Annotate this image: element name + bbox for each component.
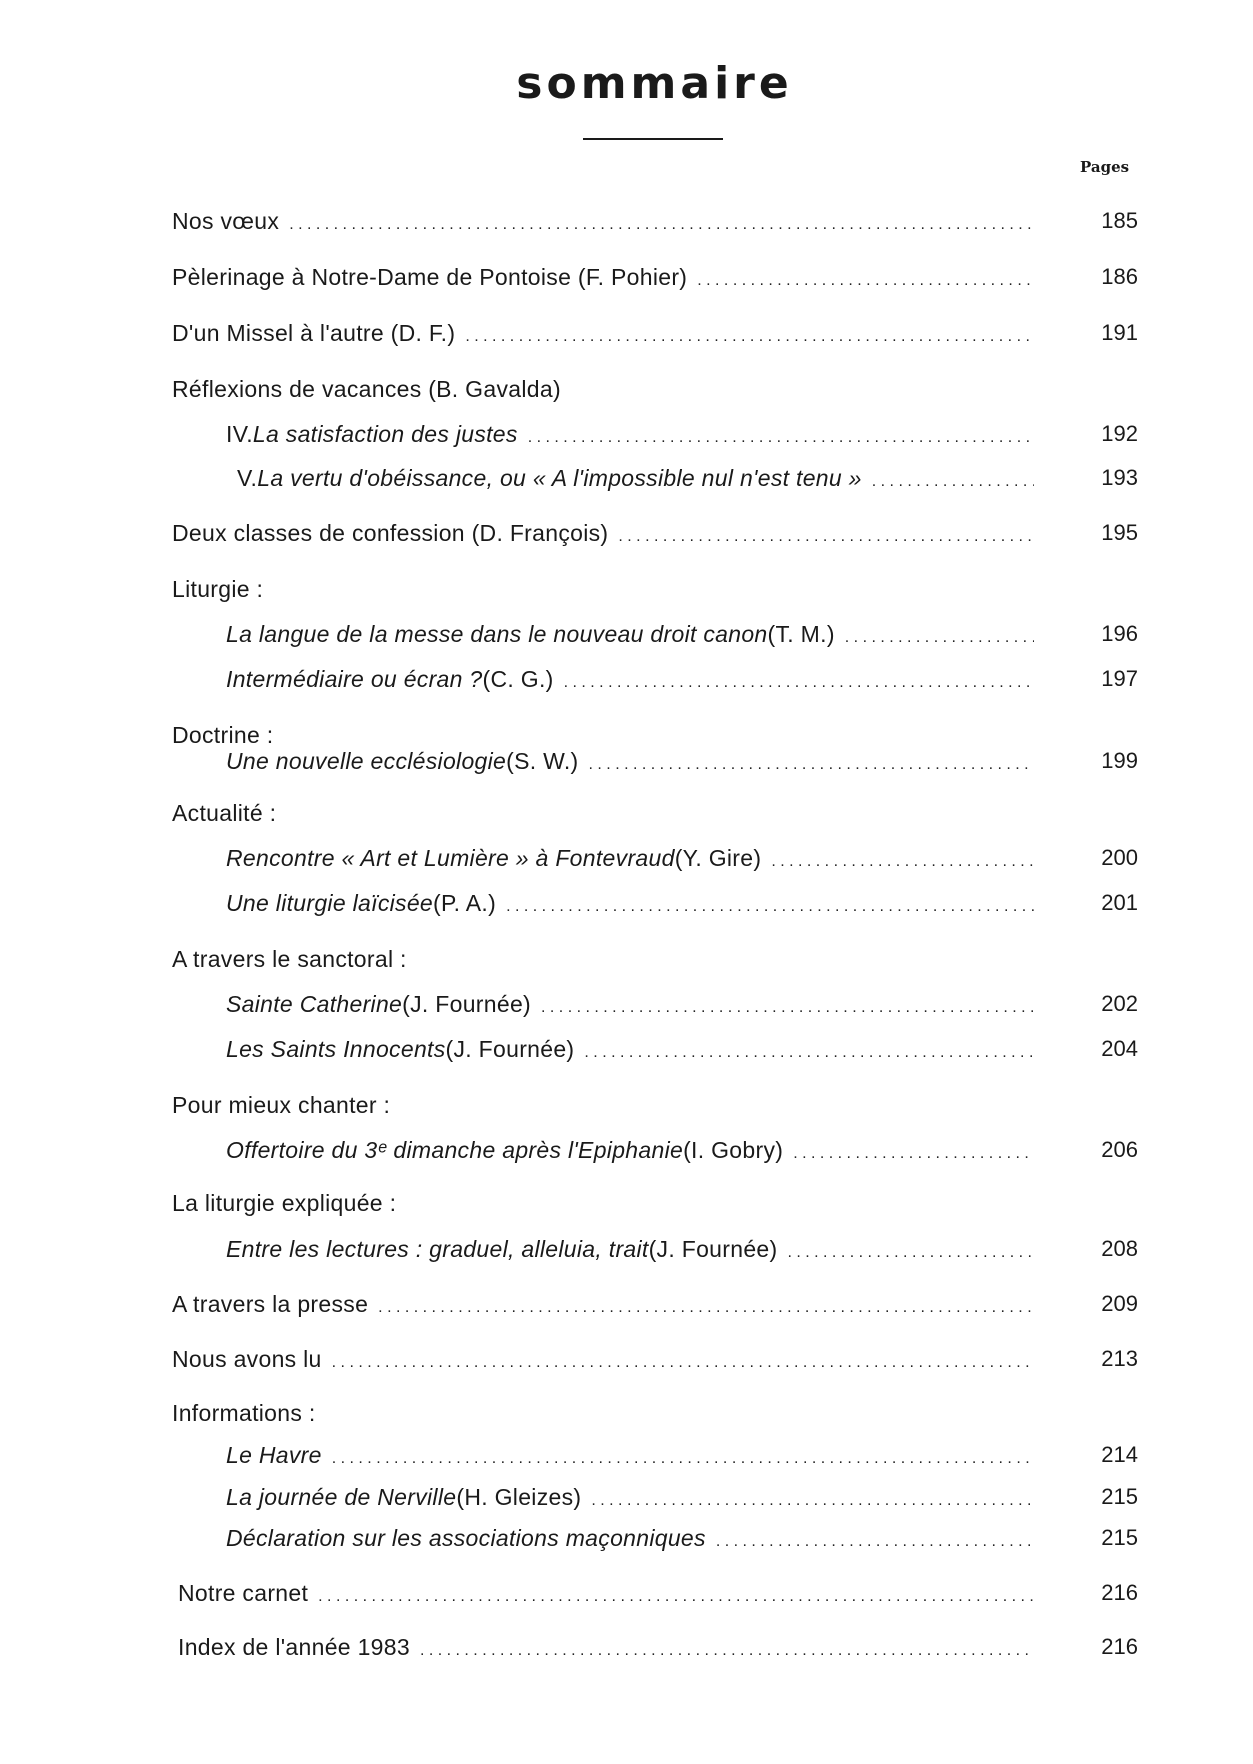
toc-entry-title: A travers la presse — [172, 1291, 369, 1317]
toc-entry-author: (I. Gobry) — [683, 1137, 784, 1163]
toc-entry — [226, 1137, 1040, 1164]
leader-dots — [845, 621, 1034, 648]
toc-section-title: A travers le sanctoral : — [172, 946, 407, 972]
toc-entry-title: Notre carnet — [178, 1580, 309, 1606]
leader-dots — [541, 991, 1034, 1018]
toc-entry — [226, 1484, 1040, 1511]
leader-dots — [332, 1442, 1034, 1469]
toc-entry-author: (T. M.) — [767, 621, 835, 647]
toc-entry-title: Sainte Catherine — [226, 991, 403, 1017]
toc-entry-author: (Y. Gire) — [674, 845, 762, 871]
toc-entry-title: Intermédiaire ou écran ? — [226, 666, 483, 692]
toc-section-heading — [172, 1400, 316, 1427]
leader-dots — [528, 421, 1034, 448]
toc-section-title: Informations : — [172, 1400, 316, 1426]
toc-entry-title: La satisfaction des justes — [252, 421, 518, 447]
pages-column-header: Pages — [1080, 158, 1130, 176]
toc-page-number: 191 — [1101, 320, 1138, 345]
toc-section-heading — [172, 1092, 390, 1119]
toc-entry — [226, 845, 1040, 872]
toc-page-number: 192 — [1101, 421, 1138, 446]
toc-entry-author: (H. Gleizes) — [456, 1484, 582, 1510]
toc-entry-title: Les Saints Innocents — [226, 1036, 446, 1062]
leader-dots — [716, 1525, 1034, 1552]
toc-entry-author: (J. Fournée) — [402, 991, 532, 1017]
toc-entry-title: Offertoire du 3ᵉ dimanche après l'Epiphanie — [226, 1137, 684, 1163]
leader-dots — [872, 465, 1034, 492]
toc-section-heading — [172, 722, 273, 749]
toc-page-number: 204 — [1101, 1036, 1138, 1061]
toc-section-heading — [172, 376, 561, 403]
toc-section-heading — [172, 1190, 396, 1217]
toc-entry — [172, 520, 1040, 547]
toc-page-number: 214 — [1101, 1442, 1138, 1467]
toc-page-number: 216 — [1101, 1634, 1138, 1659]
leader-dots — [793, 1137, 1034, 1164]
leader-dots — [318, 1580, 1034, 1607]
toc-page-number: 208 — [1101, 1236, 1138, 1261]
toc-page-number: 193 — [1101, 465, 1138, 490]
toc-entry — [237, 465, 1040, 492]
toc-page-number: 209 — [1101, 1291, 1138, 1316]
leader-dots — [591, 1484, 1034, 1511]
leader-dots — [771, 845, 1034, 872]
toc-page-number: 201 — [1101, 890, 1138, 915]
toc-section-title: Liturgie : — [172, 576, 264, 602]
toc-entry-numeral: V. — [237, 465, 258, 491]
leader-dots — [618, 520, 1034, 547]
toc-entry-title: Nos vœux — [172, 208, 280, 234]
toc-entry — [172, 264, 1040, 291]
toc-entry — [226, 991, 1040, 1018]
toc-entry-title: Deux classes de confession (D. François) — [172, 520, 609, 546]
toc-page-number: 215 — [1101, 1484, 1138, 1509]
leader-dots — [584, 1036, 1034, 1063]
toc-section-heading — [172, 800, 276, 827]
toc-entry — [178, 1580, 1040, 1607]
toc-entry — [172, 208, 1040, 235]
leader-dots — [506, 890, 1034, 917]
toc-section-heading — [172, 946, 407, 973]
toc-section-title: Doctrine : — [172, 722, 274, 748]
leader-dots — [332, 1346, 1034, 1373]
toc-entry-author: (S. W.) — [506, 748, 579, 774]
toc-entry — [172, 320, 1040, 347]
toc-entry-numeral: IV. — [226, 421, 253, 447]
toc-page-number: 215 — [1101, 1525, 1138, 1550]
toc-entry-author: (C. G.) — [482, 666, 554, 692]
toc-entry-title: Nous avons lu — [172, 1346, 322, 1372]
toc-entry — [226, 621, 1040, 648]
leader-dots — [564, 666, 1034, 693]
toc-page-number: 195 — [1101, 520, 1138, 545]
leader-dots — [787, 1236, 1034, 1263]
toc-entry-author: (J. Fournée) — [445, 1036, 575, 1062]
leader-dots — [465, 320, 1034, 347]
toc-entry — [226, 890, 1040, 917]
toc-entry-title: La langue de la messe dans le nouveau droit canon — [226, 621, 768, 647]
toc-entry — [226, 1525, 1040, 1552]
toc-page-number: 200 — [1101, 845, 1138, 870]
toc-entry-title: D'un Missel à l'autre (D. F.) — [172, 320, 456, 346]
toc-entry — [178, 1634, 1040, 1661]
toc-entry — [226, 666, 1040, 693]
toc-entry — [226, 1236, 1040, 1263]
toc-page-number: 202 — [1101, 991, 1138, 1016]
toc-entry-title: Entre les lectures : graduel, alleluia, trait — [226, 1236, 649, 1262]
page-title: sommaire — [516, 58, 793, 109]
leader-dots — [289, 208, 1034, 235]
toc-entry — [226, 421, 1040, 448]
toc-page-number: 213 — [1101, 1346, 1138, 1371]
toc-entry-title: Une liturgie laïcisée — [226, 890, 434, 916]
toc-entry — [226, 748, 1040, 775]
toc-section-heading — [172, 576, 263, 603]
toc-entry-title: Rencontre « Art et Lumière » à Fontevraud — [226, 845, 675, 871]
leader-dots — [697, 264, 1034, 291]
toc-section-title: Pour mieux chanter : — [172, 1092, 391, 1118]
toc-entry-title: Pèlerinage à Notre-Dame de Pontoise (F. Pohier) — [172, 264, 688, 290]
toc-entry — [172, 1346, 1040, 1373]
toc-entry — [226, 1442, 1040, 1469]
toc-entry-title: Le Havre — [226, 1442, 322, 1468]
toc-entry-title: Index de l'année 1983 — [178, 1634, 410, 1660]
toc-entry-title: Déclaration sur les associations maçonniques — [226, 1525, 706, 1551]
toc-page-number: 199 — [1101, 748, 1138, 773]
leader-dots — [378, 1291, 1034, 1318]
toc-section-title: La liturgie expliquée : — [172, 1190, 397, 1216]
toc-entry-author: (J. Fournée) — [648, 1236, 778, 1262]
toc-section-title: Réflexions de vacances (B. Gavalda) — [172, 376, 561, 402]
toc-entry-title: Une nouvelle ecclésiologie — [226, 748, 507, 774]
toc-entry-author: (P. A.) — [433, 890, 497, 916]
toc-page-number: 185 — [1101, 208, 1138, 233]
toc-page-number: 206 — [1101, 1137, 1138, 1162]
toc-entry-title: La journée de Nerville — [226, 1484, 457, 1510]
toc-page-number: 216 — [1101, 1580, 1138, 1605]
toc-section-title: Actualité : — [172, 800, 277, 826]
toc-page-number: 197 — [1101, 666, 1138, 691]
leader-dots — [589, 748, 1034, 775]
toc-entry-title: La vertu d'obéissance, ou « A l'impossible nul n'est tenu » — [257, 465, 862, 491]
toc-page-number: 186 — [1101, 264, 1138, 289]
leader-dots — [420, 1634, 1034, 1661]
toc-entry — [226, 1036, 1040, 1063]
toc-page-number: 196 — [1101, 621, 1138, 646]
toc-entry — [172, 1291, 1040, 1318]
